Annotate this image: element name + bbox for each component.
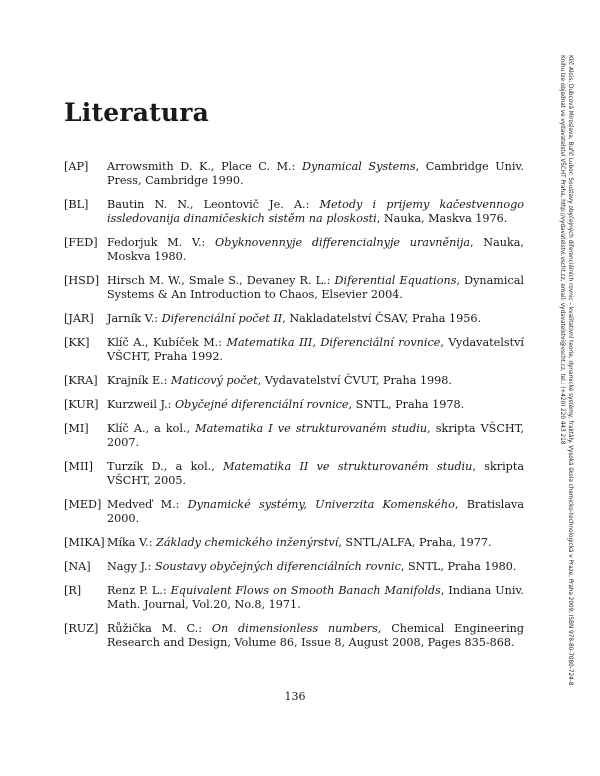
reference-text <box>107 584 524 612</box>
reference-title: Obyknovennyje differencialnyje uravněnija <box>215 236 471 249</box>
reference-publisher: , Indiana Univ. Math. Journal, Vol.20, No.8, 1971. <box>107 584 524 611</box>
reference-text <box>107 198 524 226</box>
reference-publisher: , Vydavatelství ČVUT, Praha 1998. <box>257 374 452 387</box>
reference-key: [AP] <box>64 160 89 173</box>
reference-text <box>107 560 524 574</box>
reference-authors: Jarník V.: <box>107 312 162 325</box>
sidebar-citation: Klíč Alois, Dubcová Miroslava, Buřič Lubor: Soustavy obyčejných diferenciálních rovnic – kvalitativní teorie, dynamické systémy, fraktály. Vysoká škola chemicko-technologická v Praze, Praha 2009, ISBN 978-80-7080-724-8 <box>567 55 573 686</box>
reference-publisher: , SNTL, Praha 1978. <box>348 398 465 411</box>
reference-entry <box>64 584 524 612</box>
reference-publisher: , Nauka, Maskva 1976. <box>376 212 508 225</box>
reference-authors: Klíč A., Kubíček M.: <box>107 336 227 349</box>
reference-entry <box>64 312 524 326</box>
reference-entry <box>64 336 524 364</box>
reference-text <box>107 398 524 412</box>
reference-title: Diferential Equations <box>334 274 457 287</box>
reference-title: Matematika II ve strukturovaném studiu <box>223 460 473 473</box>
reference-authors: Hirsch M. W., Smale S., Devaney R. L.: <box>107 274 335 287</box>
reference-entry <box>64 374 524 388</box>
reference-key: [KK] <box>64 336 90 349</box>
reference-text <box>107 536 524 550</box>
reference-entry <box>64 274 524 302</box>
reference-title: On dimensionless numbers <box>211 622 378 635</box>
reference-authors: Nagy J.: <box>107 560 155 573</box>
reference-authors: Kurzweil J.: <box>107 398 175 411</box>
reference-title: Diferenciální počet II <box>161 312 283 325</box>
reference-text <box>107 460 524 488</box>
reference-title: Základy chemického inženýrství <box>156 536 339 549</box>
reference-key: [MIKA] <box>64 536 105 549</box>
reference-text <box>107 622 524 650</box>
reference-authors: Růžička M. C.: <box>107 622 212 635</box>
reference-text <box>107 236 524 264</box>
reference-text <box>107 336 524 364</box>
reference-key: [KUR] <box>64 398 99 411</box>
reference-key: [NA] <box>64 560 91 573</box>
reference-text <box>107 422 524 450</box>
reference-publisher: , Nauka, Moskva 1980. <box>107 236 524 263</box>
reference-publisher: , skripta VŠCHT, 2005. <box>107 460 524 487</box>
reference-entry <box>64 198 524 226</box>
reference-key: [MII] <box>64 460 94 473</box>
reference-title: Obyčejné diferenciální rovnice <box>174 398 349 411</box>
reference-title: Matematika III, Diferenciální rovnice <box>226 336 441 349</box>
reference-publisher: , skripta VŠCHT, 2007. <box>107 422 525 449</box>
reference-publisher: , Nakladatelství ČSAV, Praha 1956. <box>282 312 482 325</box>
reference-entry <box>64 498 524 526</box>
reference-title: Dynamické systémy, Univerzita Komenského <box>187 498 455 511</box>
reference-authors: Renz P. L.: <box>107 584 171 597</box>
reference-publisher: , Vydavatelství VŠCHT, Praha 1992. <box>107 336 524 363</box>
reference-entry <box>64 236 524 264</box>
reference-entry <box>64 160 524 188</box>
page-number: 136 <box>284 690 306 703</box>
reference-entry <box>64 560 524 574</box>
reference-title: Equivalent Flows on Smooth Banach Manifolds <box>170 584 441 597</box>
reference-title: Metody i prijemy kačestvennogo issledovanija dinamičeskich sistěm na ploskosti <box>107 198 524 225</box>
reference-entry <box>64 398 524 412</box>
reference-authors: Klíč A., a kol., <box>107 422 196 435</box>
reference-list <box>64 160 524 660</box>
reference-entry <box>64 536 524 550</box>
reference-text <box>107 498 524 526</box>
reference-entry <box>64 460 524 488</box>
reference-title: Maticový počet <box>171 374 258 387</box>
reference-authors: Krajník E.: <box>107 374 172 387</box>
reference-authors: Medveď M.: <box>107 498 188 511</box>
reference-text <box>107 274 524 302</box>
reference-authors: Turzík D., a kol., <box>107 460 224 473</box>
reference-title: Dynamical Systems <box>301 160 416 173</box>
page-title: Literatura <box>64 98 209 127</box>
reference-text <box>107 374 524 388</box>
reference-authors: Fedorjuk M. V.: <box>107 236 216 249</box>
publication-sidebar <box>558 55 574 686</box>
reference-key: [R] <box>64 584 82 597</box>
reference-publisher: , Chemical Engineering Research and Design, Volume 86, Issue 8, August 2008, Pages 835-868. <box>107 622 525 649</box>
reference-key: [RUZ] <box>64 622 99 635</box>
reference-publisher: , Bratislava 2000. <box>107 498 524 525</box>
sidebar-order-info: Knihu lze objednat ve vydavatelství VŠCHT Praha, http://vydavatelstvi.vscht.cz, email: vydavatelstvi@vscht.cz, tel.: (+420) 220 443 218 <box>559 55 565 445</box>
reference-authors: Míka V.: <box>107 536 157 549</box>
reference-key: [BL] <box>64 198 89 211</box>
reference-key: [FED] <box>64 236 98 249</box>
reference-key: [MED] <box>64 498 102 511</box>
reference-key: [HSD] <box>64 274 100 287</box>
reference-entry <box>64 422 524 450</box>
reference-key: [JAR] <box>64 312 94 325</box>
reference-text <box>107 312 524 326</box>
reference-publisher: , Dynamical Systems & An Introduction to Chaos, Elsevier 2004. <box>107 274 524 301</box>
reference-key: [MI] <box>64 422 89 435</box>
reference-publisher: , Cambridge Univ. Press, Cambridge 1990. <box>107 160 524 187</box>
reference-text <box>107 160 524 188</box>
reference-publisher: , SNTL/ALFA, Praha, 1977. <box>338 536 492 549</box>
reference-title: Matematika I ve strukturovaném studiu <box>195 422 428 435</box>
reference-authors: Bautin N. N., Leontovič Je. A.: <box>107 198 320 211</box>
reference-entry <box>64 622 524 650</box>
reference-authors: Arrowsmith D. K., Place C. M.: <box>107 160 302 173</box>
reference-title: Soustavy obyčejných diferenciálních rovnic <box>155 560 401 573</box>
reference-key: [KRA] <box>64 374 98 387</box>
reference-publisher: , SNTL, Praha 1980. <box>400 560 517 573</box>
